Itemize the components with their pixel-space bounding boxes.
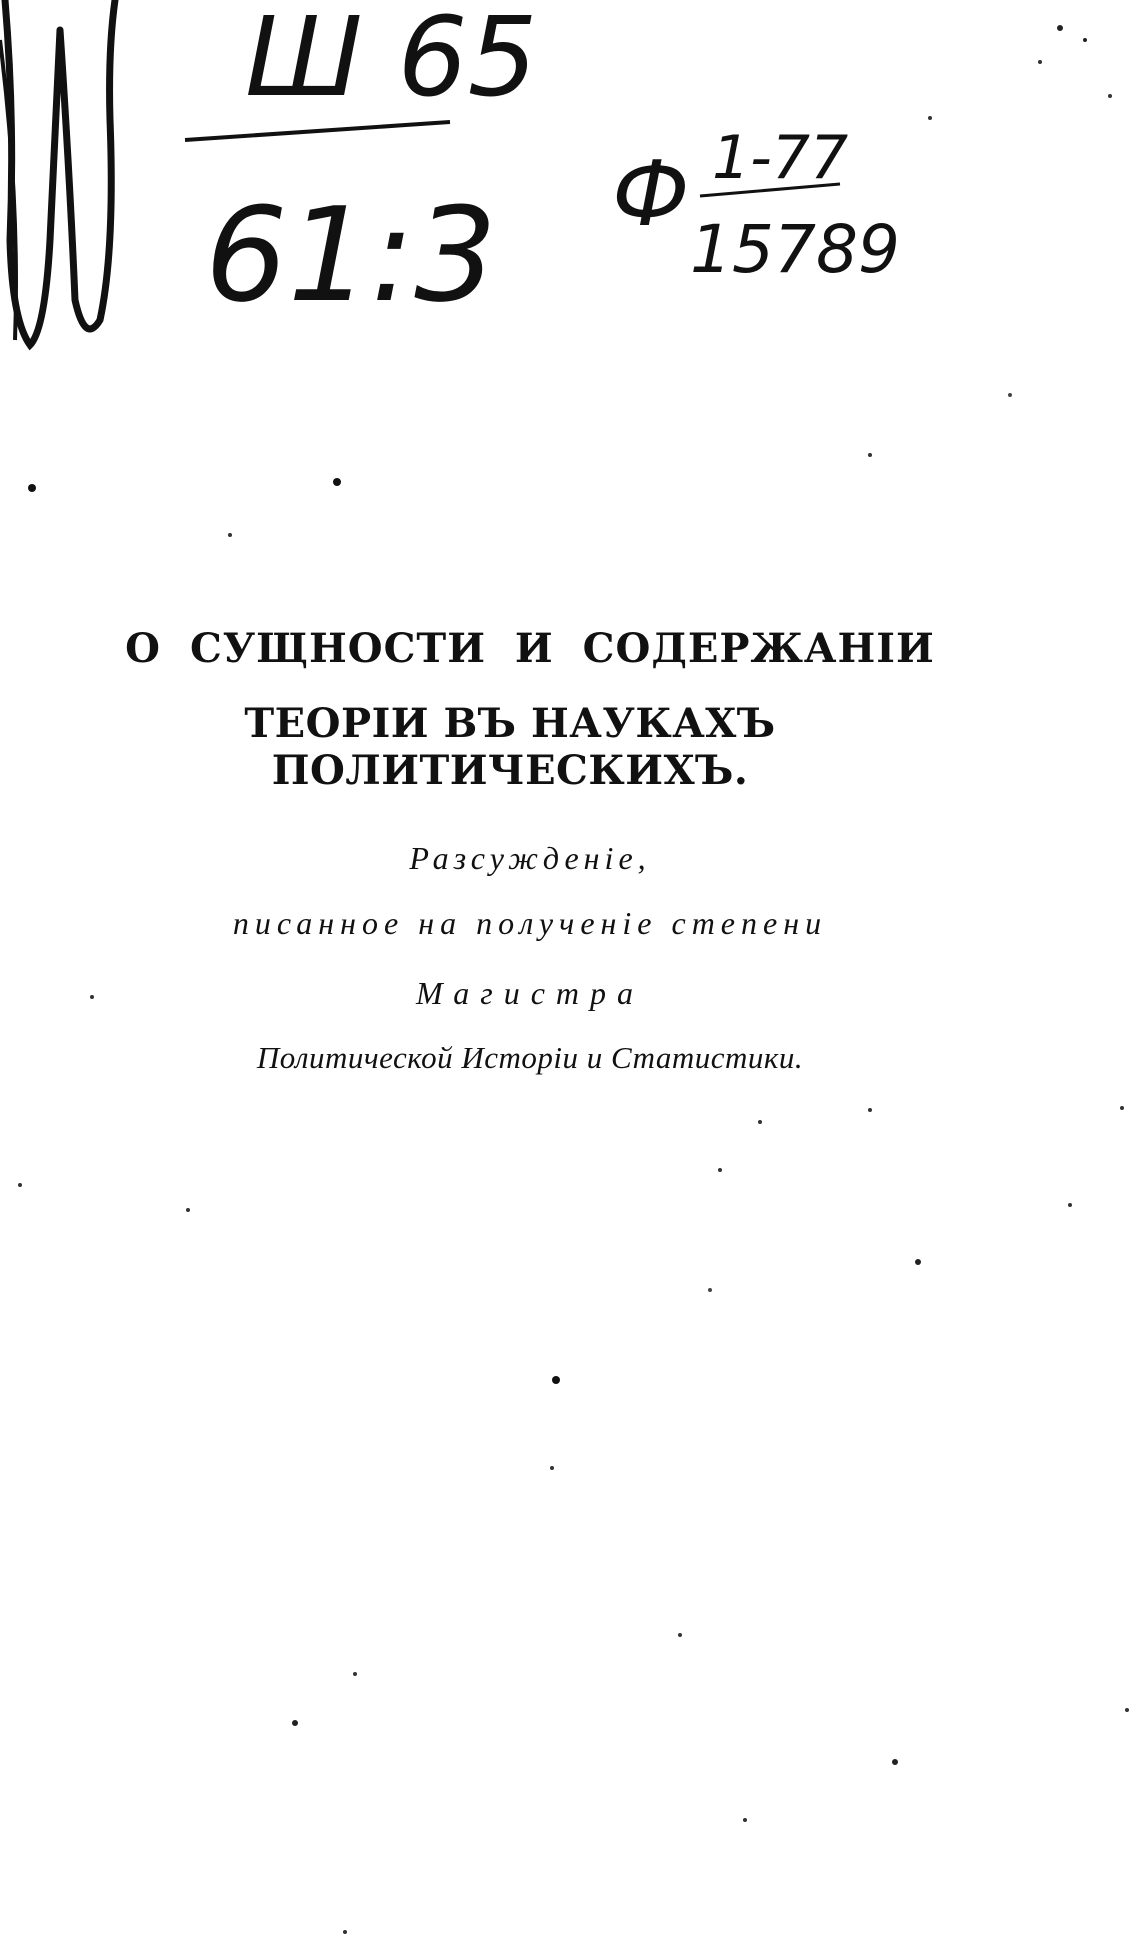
shelf-mark-left-top: Ш 65 [245, 0, 538, 121]
speck [915, 1259, 921, 1265]
speck [550, 1466, 554, 1470]
speck [1125, 1708, 1129, 1712]
speck [1068, 1203, 1072, 1207]
speck [552, 1376, 560, 1384]
speck [343, 1930, 347, 1934]
speck [868, 1108, 872, 1112]
speck [758, 1120, 762, 1124]
speck [353, 1672, 357, 1676]
title-line-2: ТЕОРІИ ВЪ НАУКАХЪ ПОЛИТИЧЕСКИХЪ. [244, 700, 776, 794]
speck [678, 1633, 682, 1637]
shelf-mark-left-bottom: 61:3 [205, 179, 497, 331]
speck [186, 1208, 190, 1212]
speck [333, 478, 341, 486]
speck [1120, 1106, 1124, 1110]
subtitle-line-2: писанное на полученіе степени [232, 905, 828, 941]
speck [228, 533, 232, 537]
shelf-mark-right-top: 1-77 [712, 123, 849, 193]
speck [18, 1183, 22, 1187]
speck [90, 995, 94, 999]
subtitle-line-4: Политической Исторіи и Статистики. [256, 1040, 804, 1075]
speck [708, 1288, 712, 1292]
speck [1008, 393, 1012, 397]
speck [892, 1759, 898, 1765]
shelf-mark-right-prefix: Ф [612, 142, 690, 247]
speck [292, 1720, 298, 1726]
speck [743, 1818, 747, 1822]
shelf-mark-right-bottom: 15789 [690, 211, 900, 288]
speck [28, 484, 36, 492]
speck [718, 1168, 722, 1172]
speck [868, 453, 872, 457]
title-line-1: О СУЩНОСТИ И СОДЕРЖАНІИ [125, 625, 935, 672]
subtitle-line-1: Разсужденіе, [409, 840, 651, 876]
subtitle-line-3: Магистра [416, 975, 644, 1011]
